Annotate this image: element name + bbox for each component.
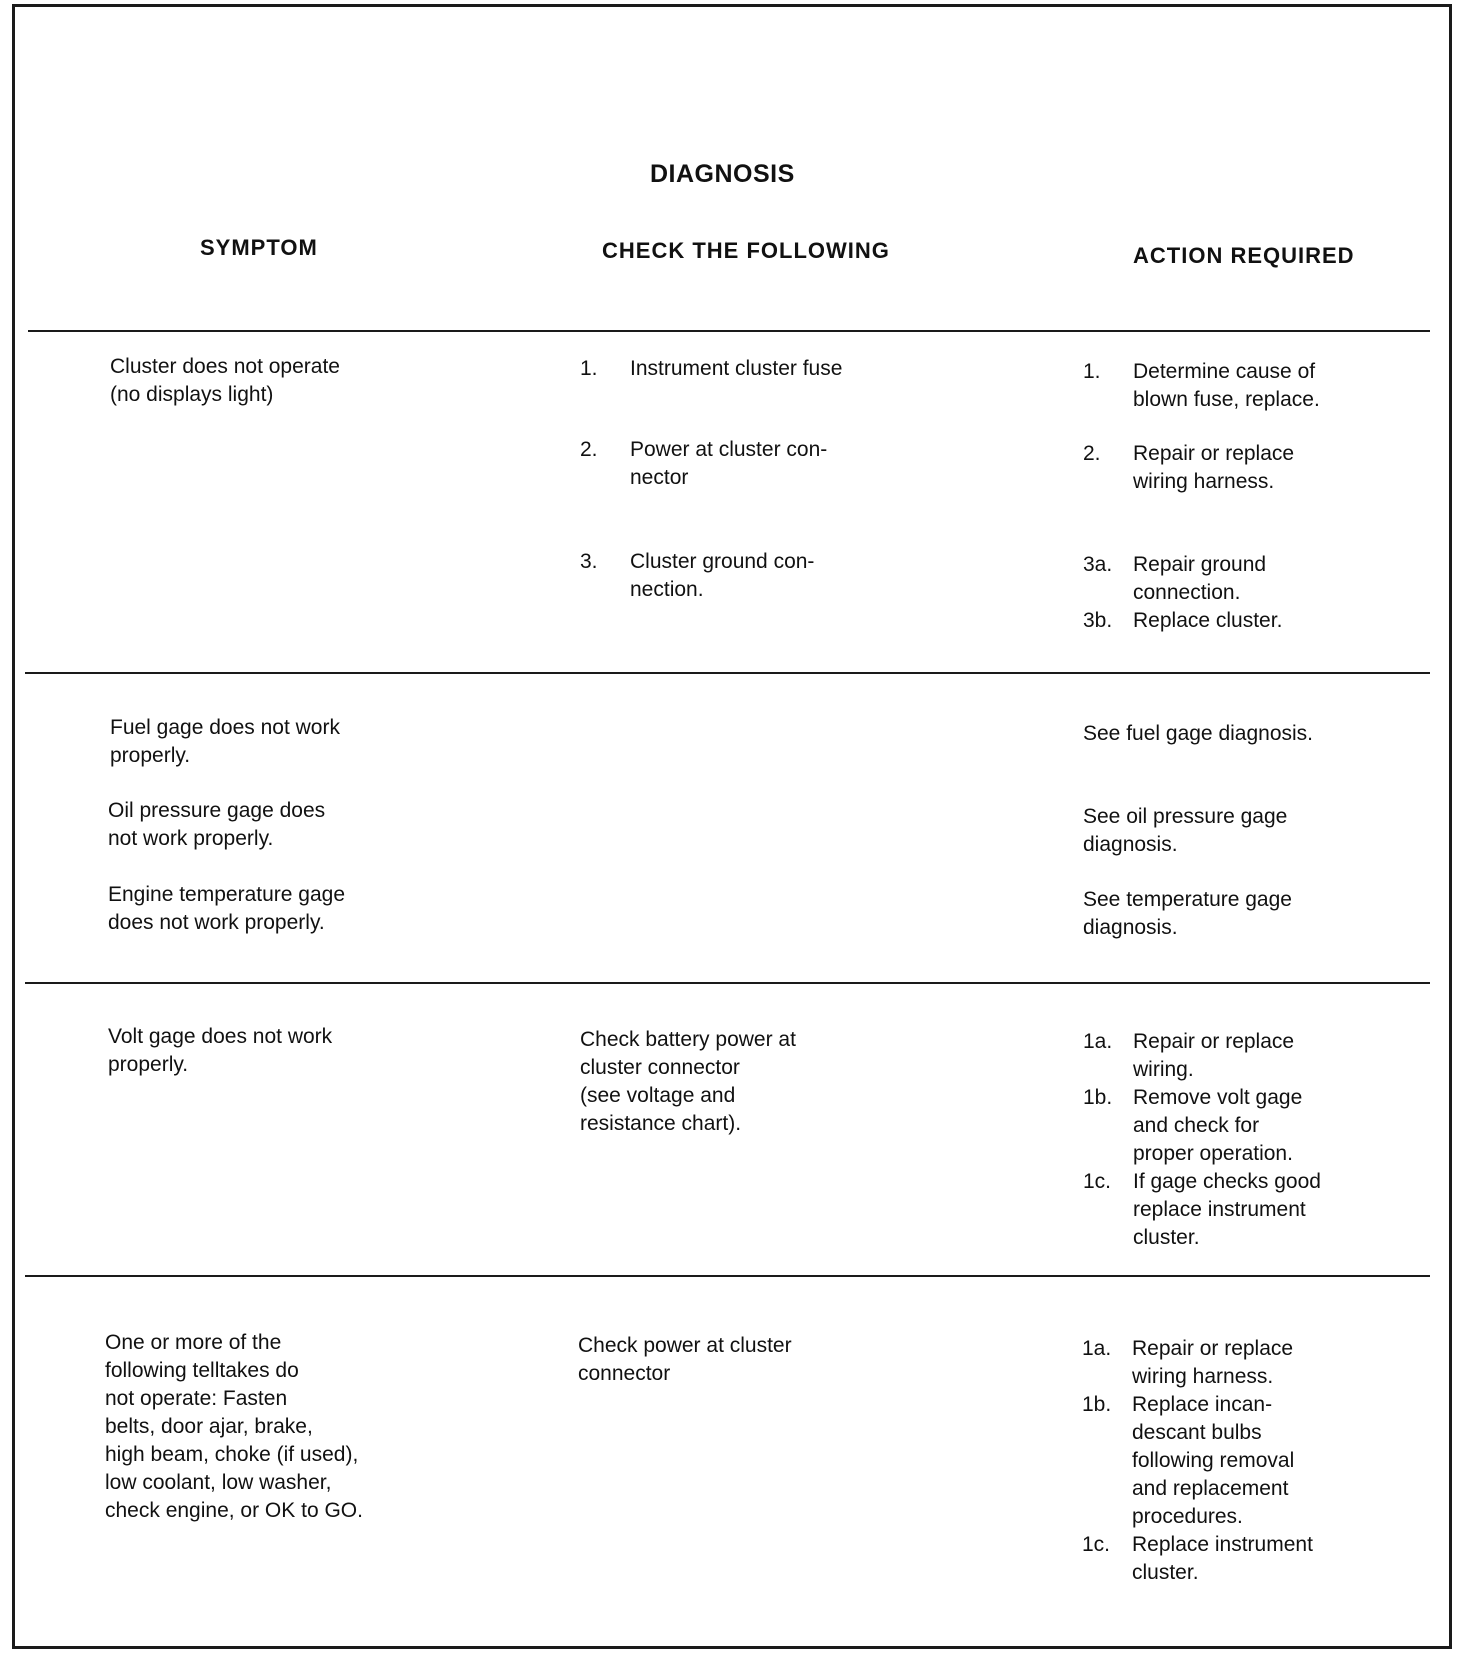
- divider: [25, 1275, 1430, 1277]
- item-number: 2.: [1083, 442, 1101, 465]
- item-number: 1.: [1083, 360, 1101, 383]
- item-text: Replace cluster.: [1133, 609, 1283, 632]
- item-number: 1c.: [1082, 1533, 1111, 1556]
- item-text: Repair or replace wiring.: [1133, 1030, 1295, 1081]
- divider: [25, 672, 1430, 674]
- symptom-text: Volt gage does not work properly.: [108, 1025, 333, 1076]
- symptom-text: Fuel gage does not work properly.: [110, 716, 340, 767]
- symptom-text: Cluster does not operate (no displays light): [110, 355, 340, 406]
- item-number: 1a.: [1083, 1030, 1113, 1053]
- item-text: Instrument cluster fuse: [630, 357, 843, 380]
- item-number: 1c.: [1083, 1170, 1112, 1193]
- item-text: Repair ground connection.: [1133, 553, 1267, 604]
- item-text: Cluster ground con- nection.: [630, 550, 815, 601]
- item-text: If gage checks good replace instrument cluster.: [1133, 1170, 1321, 1249]
- symptom-text: Engine temperature gage does not work properly.: [108, 883, 345, 934]
- column-header-check: CHECK THE FOLLOWING: [602, 238, 890, 263]
- item-text: Repair or replace wiring harness.: [1132, 1337, 1294, 1388]
- item-number: 2.: [580, 438, 598, 461]
- item-number: 1.: [580, 357, 598, 380]
- item-number: 1a.: [1082, 1337, 1112, 1360]
- divider: [28, 330, 1430, 332]
- column-header-action: ACTION REQUIRED: [1133, 243, 1355, 268]
- symptom-text: One or more of the following telltakes do not operate: Fasten belts, door ajar, brake, high beam, choke (if used), low coolant, low washer, check engine, or OK to GO.: [105, 1331, 363, 1522]
- item-text: Repair or replace wiring harness.: [1133, 442, 1295, 493]
- symptom-text: Oil pressure gage does not work properly.: [108, 799, 326, 850]
- item-text: Replace incan- descant bulbs following removal and replacement procedures.: [1132, 1393, 1295, 1528]
- item-number: 3a.: [1083, 553, 1113, 576]
- check-text: Check battery power at cluster connector (see voltage and resistance chart).: [580, 1028, 796, 1135]
- divider: [25, 982, 1430, 984]
- action-text: See oil pressure gage diagnosis.: [1083, 805, 1288, 856]
- item-number: 3b.: [1083, 609, 1113, 632]
- action-text: See fuel gage diagnosis.: [1083, 722, 1314, 745]
- item-number: 1b.: [1082, 1393, 1112, 1416]
- page-title: DIAGNOSIS: [650, 160, 795, 188]
- item-text: Replace instrument cluster.: [1132, 1533, 1313, 1584]
- item-number: 3.: [580, 550, 598, 573]
- item-text: Power at cluster con- nector: [630, 438, 828, 489]
- column-header-symptom: SYMPTOM: [200, 235, 318, 260]
- check-text: Check power at cluster connector: [578, 1334, 792, 1385]
- item-text: Determine cause of blown fuse, replace.: [1133, 360, 1320, 411]
- action-text: See temperature gage diagnosis.: [1083, 888, 1292, 939]
- item-number: 1b.: [1083, 1086, 1113, 1109]
- item-text: Remove volt gage and check for proper operation.: [1133, 1086, 1303, 1165]
